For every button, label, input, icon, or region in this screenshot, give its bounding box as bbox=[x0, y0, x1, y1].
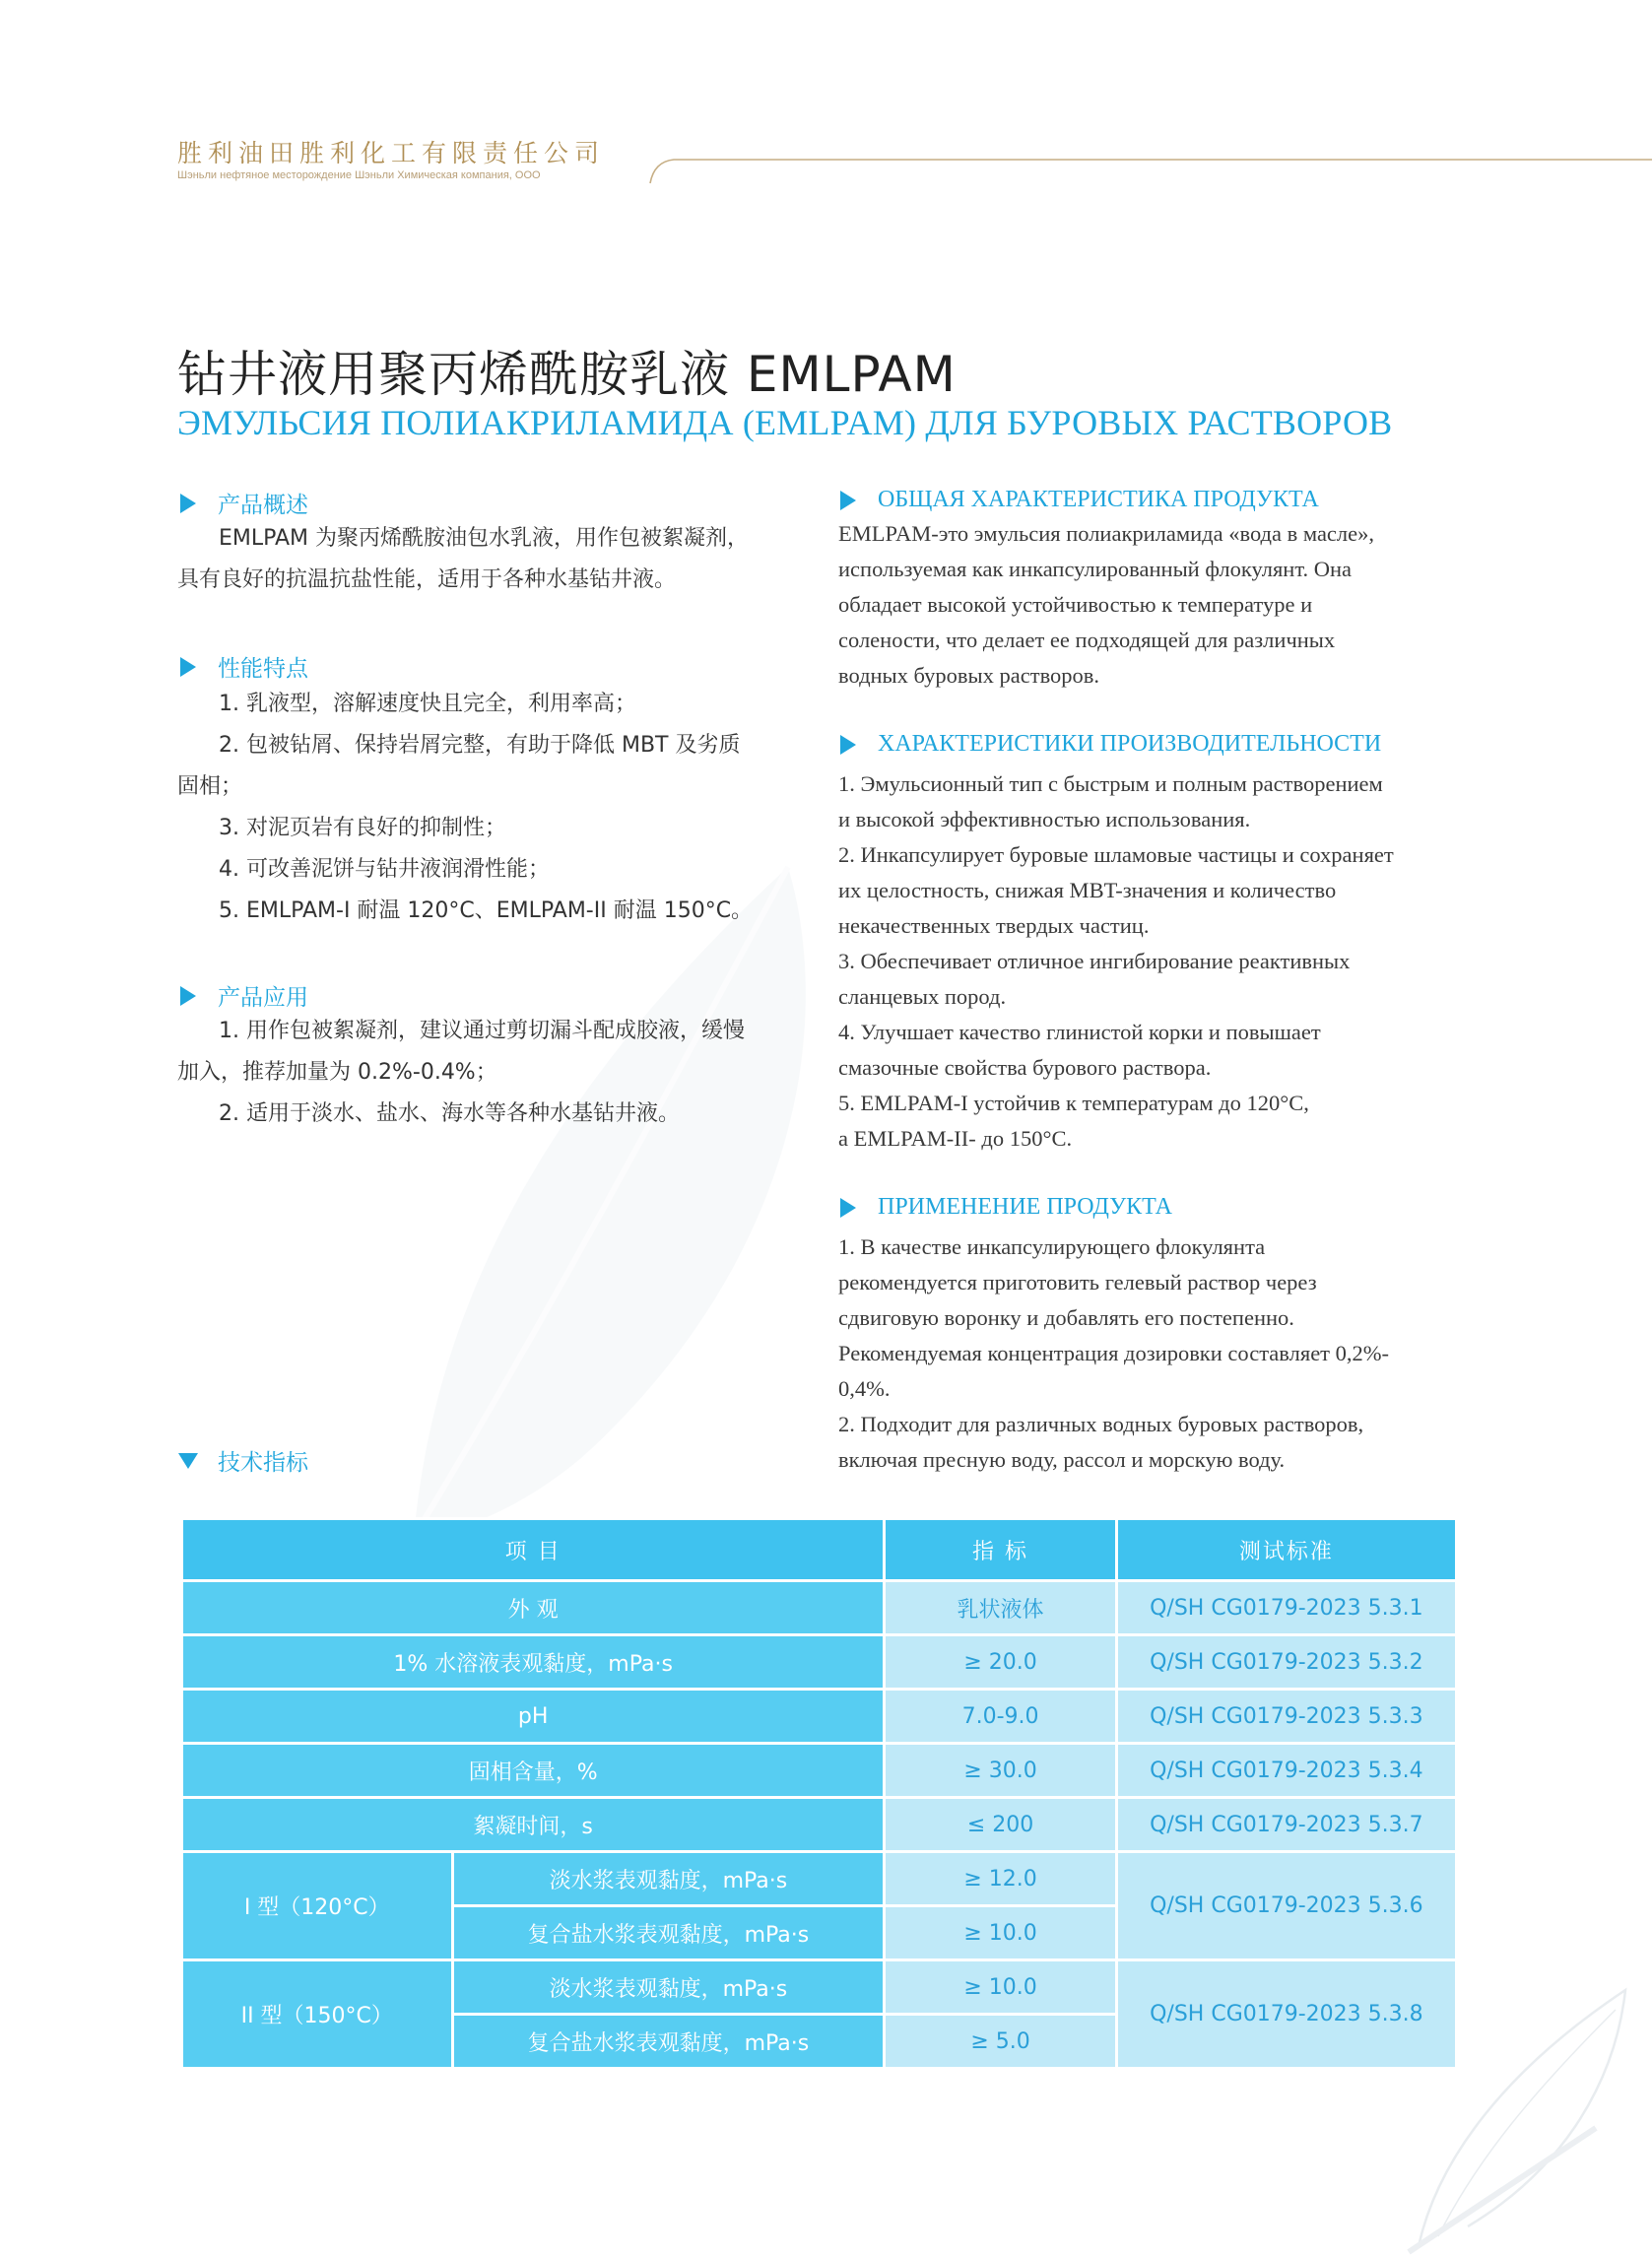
spec-table bbox=[180, 1517, 1458, 2070]
page-title-cn: 钻井液用聚丙烯酰胺乳液 EMLPAM bbox=[177, 346, 957, 403]
cell-value: 7.0-9.0 bbox=[885, 1690, 1116, 1744]
text-line: обладает высокой устойчивостью к температуре и bbox=[838, 592, 1313, 617]
corner-logo-watermark-icon bbox=[1399, 1960, 1645, 2256]
triangle-bullet-icon bbox=[180, 986, 196, 1006]
triangle-bullet-icon bbox=[180, 494, 196, 513]
table-row bbox=[182, 1581, 1457, 1635]
section-heading: 产品应用 bbox=[218, 985, 308, 1011]
section-heading: ОБЩАЯ ХАРАКТЕРИСТИКА ПРОДУКТА bbox=[878, 487, 1319, 512]
text-line: солености, что делает ее подходящей для различных bbox=[838, 628, 1336, 652]
triangle-bullet-icon bbox=[840, 735, 856, 755]
cell-item: 淡水浆表观黏度，mPa·s bbox=[452, 1960, 885, 2015]
header-item: 项 目 bbox=[182, 1519, 885, 1581]
cell-item: 固相含量，% bbox=[182, 1744, 885, 1798]
section-application-cn bbox=[180, 979, 308, 1012]
cell-item: pH bbox=[182, 1690, 885, 1744]
cell-standard: Q/SH CG0179-2023 5.3.6 bbox=[1116, 1852, 1456, 1960]
text-line: 1. В качестве инкапсулирующего флокулянта bbox=[838, 1234, 1266, 1259]
text-line: 2. 包被钻屑、保持岩屑完整，有助于降低 MBT 及劣质 bbox=[219, 733, 741, 758]
section-tech-specs bbox=[178, 1444, 308, 1477]
text-line: 加入，推荐加量为 0.2%-0.4%； bbox=[177, 1060, 497, 1085]
cell-item: 淡水浆表观黏度，mPa·s bbox=[452, 1852, 885, 1906]
text-line: 4. Улучшает качество глинистой корки и повышает bbox=[838, 1020, 1321, 1044]
text-line: 2. Подходит для различных водных буровых растворов, bbox=[838, 1412, 1364, 1436]
triangle-down-bullet-icon bbox=[178, 1453, 198, 1469]
text-line: EMLPAM 为聚丙烯酰胺油包水乳液，用作包被絮凝剂， bbox=[219, 526, 750, 551]
text-line: 具有良好的抗温抗盐性能，适用于各种水基钻井液。 bbox=[177, 567, 677, 592]
cell-standard: Q/SH CG0179-2023 5.3.7 bbox=[1116, 1798, 1456, 1852]
table-row bbox=[182, 1852, 1457, 1906]
table-row bbox=[182, 1690, 1457, 1744]
cell-standard: Q/SH CG0179-2023 5.3.3 bbox=[1116, 1690, 1456, 1744]
text-line: включая пресную воду, рассол и морскую воду. bbox=[838, 1447, 1286, 1472]
cell-value: ≥ 5.0 bbox=[885, 2015, 1116, 2069]
cell-value: ≥ 10.0 bbox=[885, 1960, 1116, 2015]
cell-standard: Q/SH CG0179-2023 5.3.8 bbox=[1116, 1960, 1456, 2069]
text-line: 5. EMLPAM-I 耐温 120°C、EMLPAM-II 耐温 150°C。 bbox=[219, 898, 754, 923]
text-line: 3. 对泥页岩有良好的抑制性； bbox=[219, 816, 506, 840]
header-value: 指 标 bbox=[885, 1519, 1116, 1581]
text-line: 0,4%. bbox=[838, 1376, 891, 1401]
cell-item: 外 观 bbox=[182, 1581, 885, 1635]
section-features-ru bbox=[840, 731, 1381, 758]
text-line: а EMLPAM-II- до 150°C. bbox=[838, 1126, 1073, 1151]
text-line: EMLPAM-это эмульсия полиакриламида «вода в масле», bbox=[838, 521, 1375, 546]
company-name-ru: Шэньли нефтяное месторождение Шэньли Химическая компания, ООО bbox=[177, 169, 541, 181]
cell-value: 乳状液体 bbox=[885, 1581, 1116, 1635]
overview-text-ru bbox=[838, 516, 1469, 694]
cell-item: 絮凝时间，s bbox=[182, 1798, 885, 1852]
text-line: 1. Эмульсионный тип с быстрым и полным растворением bbox=[838, 771, 1383, 796]
cell-item: 1% 水溶液表观黏度，mPa·s bbox=[182, 1635, 885, 1690]
text-line: 4. 可改善泥饼与钻井液润滑性能； bbox=[219, 857, 550, 882]
cell-value: ≥ 12.0 bbox=[885, 1852, 1116, 1906]
section-heading: ПРИМЕНЕНИЕ ПРОДУКТА bbox=[878, 1194, 1172, 1220]
text-line: смазочные свойства бурового раствора. bbox=[838, 1055, 1212, 1080]
section-application-ru bbox=[840, 1194, 1172, 1221]
header-divider-line bbox=[630, 148, 1652, 187]
cell-value: ≥ 10.0 bbox=[885, 1906, 1116, 1960]
text-line: 3. Обеспечивает отличное ингибирование реактивных bbox=[838, 949, 1351, 973]
section-features-cn bbox=[180, 650, 308, 683]
triangle-bullet-icon bbox=[180, 657, 196, 677]
text-line: сдвиговую воронку и добавлять его постепенно. bbox=[838, 1305, 1294, 1330]
table-row bbox=[182, 1635, 1457, 1690]
cell-item: 复合盐水浆表观黏度，mPa·s bbox=[452, 2015, 885, 2069]
section-heading: ХАРАКТЕРИСТИКИ ПРОИЗВОДИТЕЛЬНОСТИ bbox=[878, 731, 1382, 757]
text-line: 2. Инкапсулирует буровые шламовые частицы и сохраняет bbox=[838, 842, 1394, 867]
cell-item: 复合盐水浆表观黏度，mPa·s bbox=[452, 1906, 885, 1960]
table-row bbox=[182, 1744, 1457, 1798]
text-line: 固相； bbox=[177, 774, 243, 799]
section-overview-cn bbox=[180, 487, 308, 519]
features-text-ru bbox=[838, 766, 1469, 1157]
text-line: Рекомендуемая концентрация дозировки составляет 0,2%- bbox=[838, 1341, 1389, 1365]
text-line: их целостность, снижая MBT-значения и количество bbox=[838, 878, 1337, 902]
text-line: используемая как инкапсулированный флокулянт. Она bbox=[838, 557, 1353, 581]
table-row bbox=[182, 1960, 1457, 2015]
cell-value: ≤ 200 bbox=[885, 1798, 1116, 1852]
text-line: 5. EMLPAM-I устойчив к температурам до 120°C, bbox=[838, 1091, 1309, 1115]
cell-standard: Q/SH CG0179-2023 5.3.1 bbox=[1116, 1581, 1456, 1635]
page-header bbox=[0, 0, 1652, 197]
features-text-cn bbox=[177, 684, 808, 932]
section-overview-ru bbox=[840, 487, 1319, 513]
triangle-bullet-icon bbox=[840, 1198, 856, 1218]
section-heading: 产品概述 bbox=[218, 493, 308, 518]
page-title-ru: ЭМУЛЬСИЯ ПОЛИАКРИЛАМИДА (EMLPAM) ДЛЯ БУРОВЫХ РАСТВОРОВ bbox=[177, 403, 1393, 442]
section-heading: 性能特点 bbox=[218, 656, 308, 682]
text-line: и высокой эффективностью использования. bbox=[838, 807, 1251, 831]
header-standard: 测试标准 bbox=[1116, 1519, 1456, 1581]
section-heading: 技术指标 bbox=[218, 1450, 308, 1476]
triangle-bullet-icon bbox=[840, 491, 856, 510]
text-line: рекомендуется приготовить гелевый раствор через bbox=[838, 1270, 1317, 1294]
cell-group-label: I 型（120°C） bbox=[182, 1852, 453, 1960]
application-text-ru bbox=[838, 1229, 1469, 1478]
table-header-row bbox=[182, 1519, 1457, 1581]
text-line: некачественных твердых частиц. bbox=[838, 913, 1150, 938]
cell-standard: Q/SH CG0179-2023 5.3.4 bbox=[1116, 1744, 1456, 1798]
application-text-cn bbox=[177, 1011, 808, 1135]
text-line: сланцевых пород. bbox=[838, 984, 1007, 1009]
cell-group-label: II 型（150°C） bbox=[182, 1960, 453, 2069]
text-line: водных буровых растворов. bbox=[838, 663, 1100, 688]
text-line: 1. 用作包被絮凝剂，建议通过剪切漏斗配成胶液，缓慢 bbox=[219, 1019, 745, 1043]
cell-value: ≥ 30.0 bbox=[885, 1744, 1116, 1798]
overview-text-cn bbox=[177, 518, 808, 601]
text-line: 2. 适用于淡水、盐水、海水等各种水基钻井液。 bbox=[219, 1101, 680, 1126]
cell-standard: Q/SH CG0179-2023 5.3.2 bbox=[1116, 1635, 1456, 1690]
text-line: 1. 乳液型，溶解速度快且完全，利用率高； bbox=[219, 692, 636, 716]
table-row bbox=[182, 1798, 1457, 1852]
cell-value: ≥ 20.0 bbox=[885, 1635, 1116, 1690]
company-name-cn: 胜利油田胜利化工有限责任公司 bbox=[177, 139, 606, 167]
